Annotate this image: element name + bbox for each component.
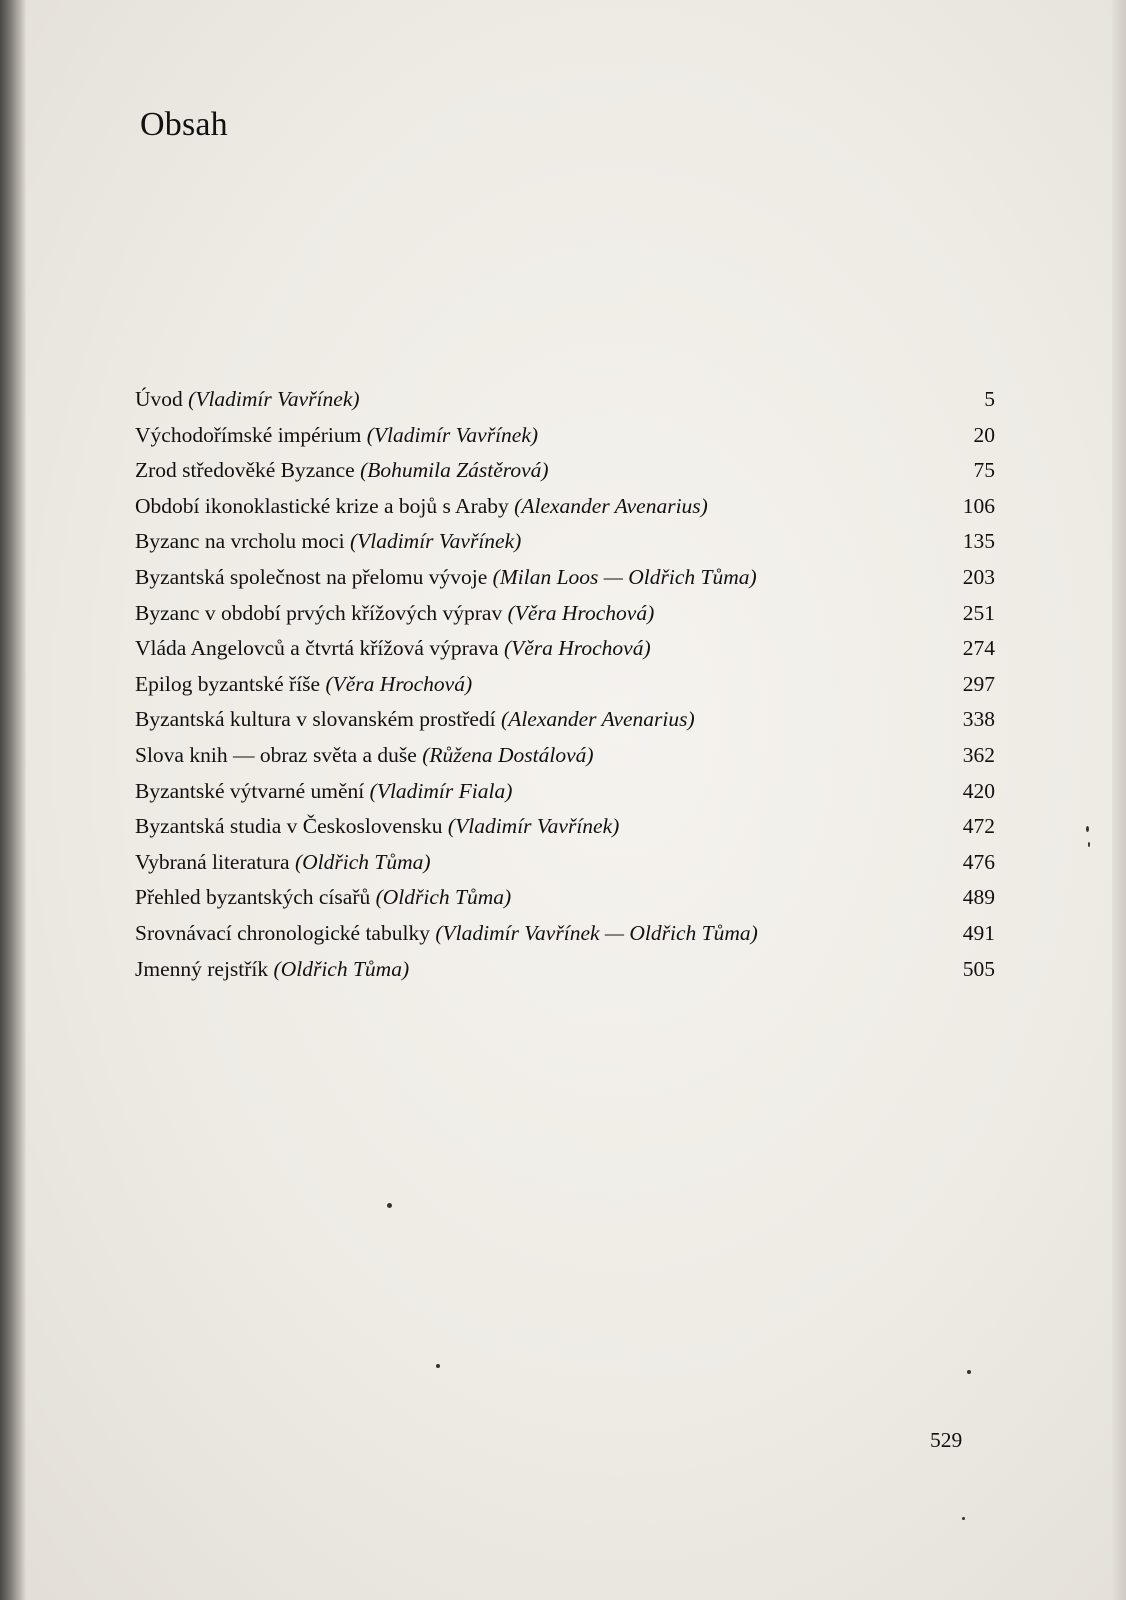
toc-entry-title: Úvod bbox=[135, 387, 183, 411]
toc-entry bbox=[135, 453, 995, 489]
page-number: 529 bbox=[930, 1428, 963, 1452]
toc-entry-title: Byzanc v období prvých křížových výprav bbox=[135, 600, 503, 625]
toc-entry bbox=[135, 916, 995, 952]
toc-entry-author: (Vladimír Vavřínek) bbox=[366, 422, 539, 447]
toc-entry bbox=[135, 774, 995, 810]
toc-entry-author: (Oldřich Tůma) bbox=[294, 849, 431, 874]
toc-entry-author: (Vladimír Vavřínek — Oldřich Tůma) bbox=[435, 920, 758, 945]
toc-entry-page: 5 bbox=[984, 387, 995, 411]
toc-entry-title: Zrod středověké Byzance bbox=[135, 458, 355, 483]
toc-entry-page: 505 bbox=[962, 956, 995, 981]
toc-entry-author: (Alexander Avenarius) bbox=[501, 707, 695, 732]
toc-entry-page: 362 bbox=[962, 742, 995, 767]
toc-entry bbox=[135, 702, 995, 738]
ink-speck bbox=[1086, 826, 1089, 832]
toc-entry-title: Období ikonoklastické krize a bojů s Araby bbox=[135, 493, 509, 518]
page-edge bbox=[1112, 0, 1126, 1600]
ink-speck bbox=[1088, 842, 1090, 847]
toc-entry-page: 274 bbox=[962, 636, 995, 661]
toc-entry bbox=[135, 560, 995, 596]
toc-entry-title: Byzantská společnost na přelomu vývoje bbox=[135, 564, 488, 589]
toc-entry-author: (Oldřich Tůma) bbox=[375, 885, 512, 910]
toc-entry-title: Vláda Angelovců a čtvrtá křížová výprava bbox=[135, 636, 499, 661]
toc-entry bbox=[135, 952, 995, 988]
toc-entry-page: 251 bbox=[962, 600, 995, 625]
toc-entry-page: 75 bbox=[973, 458, 995, 483]
toc-entry-author: (Růžena Dostálová) bbox=[422, 742, 594, 767]
toc-entry-title: Srovnávací chronologické tabulky bbox=[135, 920, 430, 945]
toc-entry-author: (Oldřich Tůma) bbox=[273, 956, 410, 981]
book-spine-shadow bbox=[0, 0, 26, 1600]
toc-entry-title: Byzantská studia v Československu bbox=[135, 814, 443, 839]
toc-entry-page: 472 bbox=[962, 814, 995, 839]
toc-entry bbox=[135, 845, 995, 881]
toc-entry-page: 203 bbox=[962, 564, 995, 589]
toc-entry-author: (Bohumila Zástěrová) bbox=[360, 458, 549, 483]
toc-entry-title: Byzantské výtvarné umění bbox=[135, 778, 365, 803]
toc-entry-author: (Vladimír Vavřínek) bbox=[188, 387, 360, 411]
toc-entry-author: (Alexander Avenarius) bbox=[514, 493, 708, 518]
toc-entry-page: 106 bbox=[962, 493, 995, 518]
toc-entry-author: (Milan Loos — Oldřich Tůma) bbox=[492, 564, 757, 589]
toc-entry-title: Jmenný rejstřík bbox=[135, 956, 269, 981]
toc-entry-page: 489 bbox=[962, 885, 995, 910]
toc-entry-author: (Věra Hrochová) bbox=[503, 636, 651, 661]
toc-entry bbox=[135, 880, 995, 916]
toc-entry-author: (Vladimír Vavřínek) bbox=[447, 814, 620, 839]
toc-entry-page: 135 bbox=[962, 529, 995, 554]
toc-entry bbox=[135, 524, 995, 560]
toc-entry-author: (Vladimír Fiala) bbox=[369, 778, 513, 803]
toc-entry bbox=[135, 667, 995, 703]
toc-entry-page: 297 bbox=[962, 671, 995, 696]
ink-speck bbox=[962, 1517, 965, 1520]
toc-entry-page: 20 bbox=[973, 422, 995, 447]
toc-entry-title: Východořímské impérium bbox=[135, 422, 362, 447]
toc-entry-page: 491 bbox=[962, 920, 995, 945]
toc-entry-title: Byzantská kultura v slovanském prostředí bbox=[135, 707, 496, 732]
toc-entry bbox=[135, 631, 995, 667]
table-of-contents bbox=[135, 382, 995, 987]
toc-entry bbox=[135, 809, 995, 845]
toc-entry-title: Byzanc na vrcholu moci bbox=[135, 529, 345, 554]
page-title: Obsah bbox=[140, 106, 228, 143]
toc-entry bbox=[135, 418, 995, 454]
toc-entry bbox=[135, 596, 995, 632]
toc-entry-author: (Vladimír Vavřínek) bbox=[349, 529, 522, 554]
toc-entry bbox=[135, 738, 995, 774]
toc-entry-page: 338 bbox=[962, 707, 995, 732]
toc-entry bbox=[135, 382, 995, 418]
toc-entry-author: (Věra Hrochová) bbox=[507, 600, 655, 625]
ink-speck bbox=[387, 1203, 392, 1208]
toc-entry-author: (Věra Hrochová) bbox=[325, 671, 473, 696]
toc-entry-page: 420 bbox=[962, 778, 995, 803]
toc-entry bbox=[135, 489, 995, 525]
toc-entry-title: Přehled byzantských císařů bbox=[135, 885, 371, 910]
ink-speck bbox=[436, 1364, 440, 1368]
ink-speck bbox=[967, 1370, 971, 1374]
toc-entry-title: Slova knih — obraz světa a duše bbox=[135, 742, 417, 767]
toc-entry-page: 476 bbox=[962, 849, 995, 874]
toc-entry-title: Vybraná literatura bbox=[135, 849, 290, 874]
toc-entry-title: Epilog byzantské říše bbox=[135, 671, 321, 696]
